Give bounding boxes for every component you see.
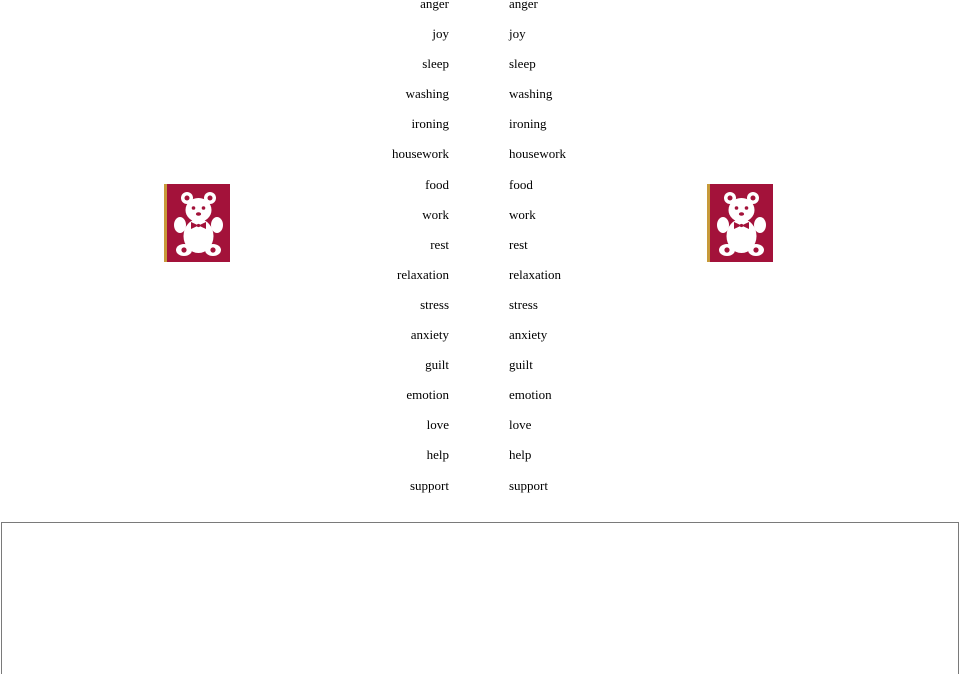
- word-item: emotion: [509, 387, 552, 403]
- word-item: joy: [509, 26, 526, 42]
- word-item: relaxation: [509, 266, 561, 282]
- teddy-bear-icon: [707, 184, 773, 262]
- teddy-bear-icon: [164, 184, 230, 262]
- bottom-panel: [1, 522, 959, 674]
- word-item: housework: [509, 146, 567, 162]
- word-item: ironing: [411, 116, 449, 132]
- word-item: help: [426, 447, 449, 463]
- word-item: support: [410, 477, 449, 493]
- word-item: guilt: [425, 357, 449, 373]
- word-list-left: [249, 0, 449, 505]
- word-item: guilt: [509, 357, 533, 373]
- word-item: ironing: [509, 116, 547, 132]
- word-item: stress: [420, 296, 449, 312]
- word-item: work: [509, 206, 536, 222]
- word-item: work: [422, 206, 449, 222]
- word-item: sleep: [509, 56, 536, 72]
- word-item: anger: [420, 0, 449, 11]
- word-item: love: [426, 417, 449, 433]
- word-item: joy: [432, 26, 449, 42]
- word-item: love: [509, 417, 532, 433]
- word-item: anxiety: [509, 327, 548, 343]
- word-item: anxiety: [410, 327, 449, 343]
- word-item: rest: [430, 236, 449, 252]
- word-item: sleep: [422, 56, 449, 72]
- teddy-bear-icon: [167, 184, 230, 262]
- word-item: help: [509, 447, 532, 463]
- word-list-right: [509, 0, 709, 505]
- word-item: support: [509, 477, 548, 493]
- teddy-bear-icon: [710, 184, 773, 262]
- word-item: stress: [509, 296, 538, 312]
- word-item: emotion: [406, 387, 449, 403]
- word-item: washing: [405, 86, 449, 102]
- word-item: anger: [509, 0, 538, 11]
- word-item: rest: [509, 236, 528, 252]
- word-item: washing: [509, 86, 553, 102]
- word-item: food: [509, 176, 533, 192]
- word-item: food: [425, 176, 449, 192]
- word-item: relaxation: [397, 266, 449, 282]
- word-item: housework: [391, 146, 449, 162]
